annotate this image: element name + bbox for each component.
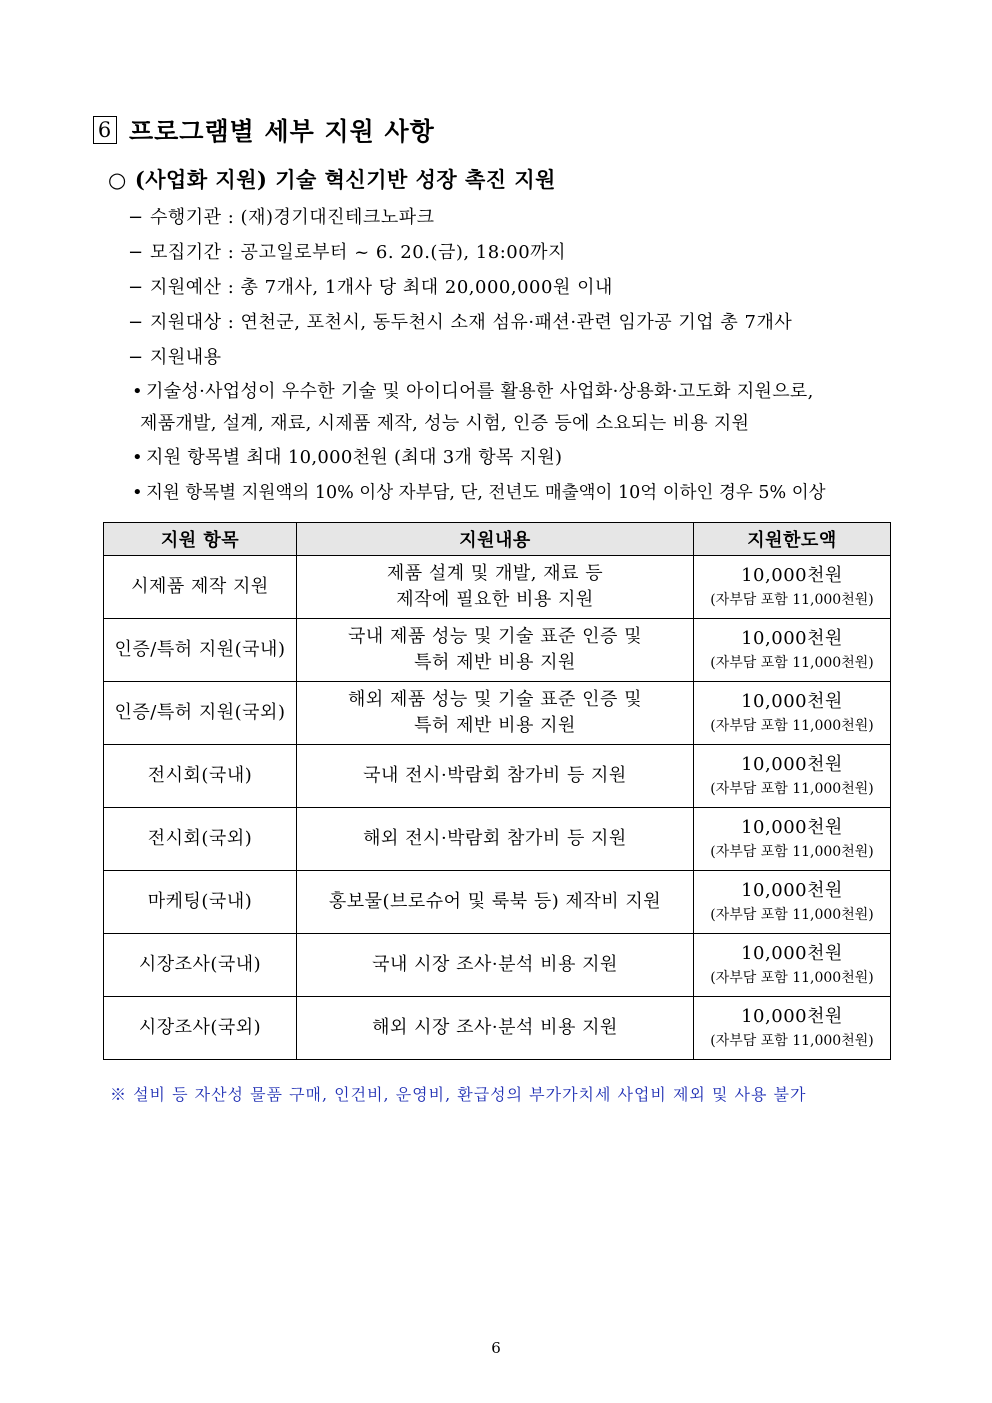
section-title-text: 프로그램별 세부 지원 사항 bbox=[129, 117, 435, 146]
detail-text: 수행기관 : (재)경기대진테크노파크 bbox=[150, 207, 435, 228]
section-heading bbox=[93, 112, 435, 148]
cell-item: 전시회(국외) bbox=[104, 808, 297, 871]
cell-limit bbox=[694, 934, 891, 997]
detail-target bbox=[128, 308, 792, 334]
section-number: 6 bbox=[93, 116, 117, 144]
table-row bbox=[104, 682, 891, 745]
detail-text: 지원내용 bbox=[150, 347, 222, 368]
table-row bbox=[104, 556, 891, 619]
circle-marker: ○ bbox=[108, 168, 127, 192]
footnote: ※ 설비 등 자산성 물품 구매, 인건비, 운영비, 환급성의 부가가치세 사업비 제외 및 사용 불가 bbox=[110, 1085, 807, 1104]
cell-limit bbox=[694, 871, 891, 934]
cell-item: 시제품 제작 지원 bbox=[104, 556, 297, 619]
dash-marker: − bbox=[128, 347, 144, 368]
cell-content bbox=[297, 871, 694, 934]
limit-note: (자부담 포함 11,000천원) bbox=[710, 655, 874, 671]
limit-amount: 10,000천원 bbox=[741, 628, 843, 649]
bullet-text: 지원 항목별 지원액의 10% 이상 자부담, 단, 전년도 매출액이 10억 이하인 경우 5% 이상 bbox=[146, 483, 826, 503]
cell-content-line: 국내 전시·박람회 참가비 등 지원 bbox=[363, 765, 627, 786]
cell-item: 전시회(국내) bbox=[104, 745, 297, 808]
cell-content-line: 특허 제반 비용 지원 bbox=[414, 715, 576, 736]
cell-item: 인증/특허 지원(국외) bbox=[104, 682, 297, 745]
limit-amount: 10,000천원 bbox=[741, 880, 843, 901]
cell-content-line: 해외 전시·박람회 참가비 등 지원 bbox=[363, 828, 627, 849]
detail-period bbox=[128, 238, 566, 264]
header-content: 지원내용 bbox=[297, 523, 694, 556]
subsection-title-text: (사업화 지원) 기술 혁신기반 성장 촉진 지원 bbox=[134, 167, 556, 192]
dash-marker: − bbox=[128, 312, 144, 333]
detail-text: 지원예산 : 총 7개사, 1개사 당 최대 20,000,000원 이내 bbox=[150, 277, 613, 298]
limit-amount: 10,000천원 bbox=[741, 565, 843, 586]
detail-text: 모집기간 : 공고일로부터 ~ 6. 20.(금), 18:00까지 bbox=[150, 242, 566, 263]
table-row bbox=[104, 997, 891, 1060]
cell-content-line: 제작에 필요한 비용 지원 bbox=[396, 589, 594, 610]
table-row bbox=[104, 871, 891, 934]
limit-note: (자부담 포함 11,000천원) bbox=[710, 907, 874, 923]
bullet-item bbox=[132, 377, 814, 403]
cell-item: 인증/특허 지원(국내) bbox=[104, 619, 297, 682]
table-row bbox=[104, 619, 891, 682]
dash-marker: − bbox=[128, 207, 144, 228]
bullet-item bbox=[132, 479, 826, 504]
limit-note: (자부담 포함 11,000천원) bbox=[710, 844, 874, 860]
limit-amount: 10,000천원 bbox=[741, 754, 843, 775]
cell-content-line: 국내 시장 조사·분석 비용 지원 bbox=[372, 954, 618, 975]
cell-limit bbox=[694, 997, 891, 1060]
cell-content-line: 제품 설계 및 개발, 재료 등 bbox=[386, 563, 604, 584]
subsection-heading bbox=[108, 164, 556, 194]
bullet-item bbox=[132, 443, 562, 469]
cell-content-line: 특허 제반 비용 지원 bbox=[414, 652, 576, 673]
limit-amount: 10,000천원 bbox=[741, 691, 843, 712]
detail-content bbox=[128, 343, 222, 369]
cell-content bbox=[297, 934, 694, 997]
limit-amount: 10,000천원 bbox=[741, 943, 843, 964]
table-row bbox=[104, 934, 891, 997]
page-number: 6 bbox=[491, 1339, 501, 1357]
table-row bbox=[104, 808, 891, 871]
cell-limit bbox=[694, 619, 891, 682]
bullet-continuation: 제품개발, 설계, 재료, 시제품 제작, 성능 시험, 인증 등에 소요되는 비용 지원 bbox=[140, 413, 750, 434]
table-row bbox=[104, 745, 891, 808]
bullet-marker: • bbox=[132, 381, 143, 402]
header-item: 지원 항목 bbox=[104, 523, 297, 556]
cell-content bbox=[297, 745, 694, 808]
limit-note: (자부담 포함 11,000천원) bbox=[710, 592, 874, 608]
cell-limit bbox=[694, 556, 891, 619]
detail-budget bbox=[128, 273, 613, 299]
dash-marker: − bbox=[128, 277, 144, 298]
limit-note: (자부담 포함 11,000천원) bbox=[710, 718, 874, 734]
bullet-text: 기술성·사업성이 우수한 기술 및 아이디어를 활용한 사업화·상용화·고도화 지원으로, bbox=[146, 381, 814, 402]
cell-item: 마케팅(국내) bbox=[104, 871, 297, 934]
cell-content bbox=[297, 997, 694, 1060]
cell-content-line: 국내 제품 성능 및 기술 표준 인증 및 bbox=[348, 626, 642, 647]
cell-content bbox=[297, 556, 694, 619]
limit-amount: 10,000천원 bbox=[741, 817, 843, 838]
cell-content-line: 홍보물(브로슈어 및 룩북 등) 제작비 지원 bbox=[328, 891, 662, 912]
limit-note: (자부담 포함 11,000천원) bbox=[710, 970, 874, 986]
limit-amount: 10,000천원 bbox=[741, 1006, 843, 1027]
cell-content bbox=[297, 808, 694, 871]
bullet-text: 지원 항목별 최대 10,000천원 (최대 3개 항목 지원) bbox=[146, 447, 563, 468]
bullet-marker: • bbox=[132, 482, 143, 503]
detail-text: 지원대상 : 연천군, 포천시, 동두천시 소재 섬유·패션·관련 임가공 기업 총 7개사 bbox=[150, 312, 793, 333]
limit-note: (자부담 포함 11,000천원) bbox=[710, 781, 874, 797]
cell-content-line: 해외 제품 성능 및 기술 표준 인증 및 bbox=[348, 689, 642, 710]
dash-marker: − bbox=[128, 242, 144, 263]
cell-limit bbox=[694, 808, 891, 871]
header-limit: 지원한도액 bbox=[694, 523, 891, 556]
bullet-marker: • bbox=[132, 447, 143, 468]
cell-content bbox=[297, 619, 694, 682]
cell-item: 시장조사(국외) bbox=[104, 997, 297, 1060]
cell-limit bbox=[694, 682, 891, 745]
cell-content-line: 해외 시장 조사·분석 비용 지원 bbox=[372, 1017, 618, 1038]
cell-limit bbox=[694, 745, 891, 808]
table-header-row bbox=[104, 523, 891, 556]
cell-content bbox=[297, 682, 694, 745]
detail-agency bbox=[128, 203, 434, 229]
support-table bbox=[103, 522, 891, 1060]
limit-note: (자부담 포함 11,000천원) bbox=[710, 1033, 874, 1049]
cell-item: 시장조사(국내) bbox=[104, 934, 297, 997]
